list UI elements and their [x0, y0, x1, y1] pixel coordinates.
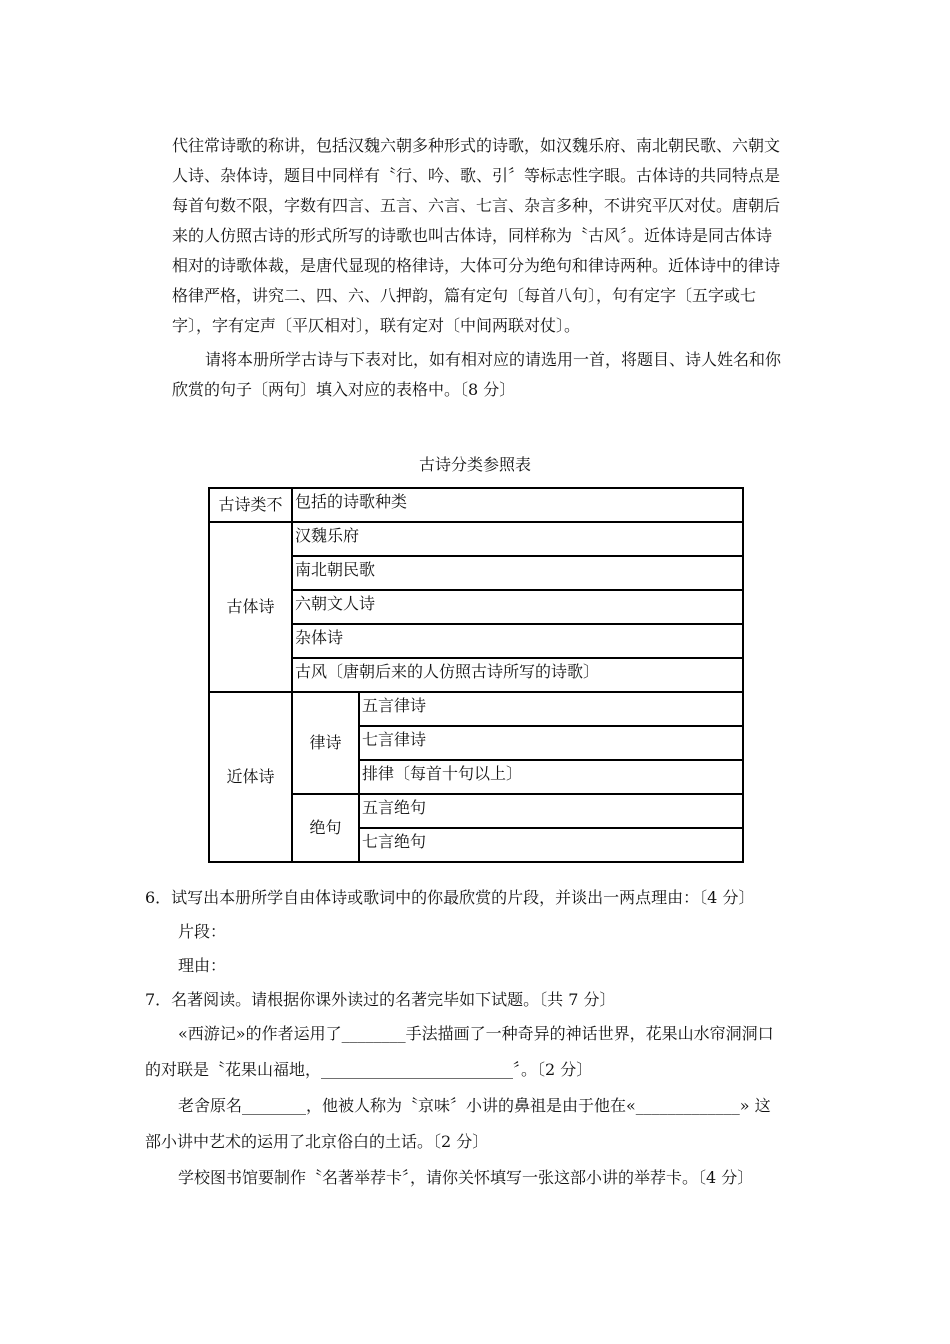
- ancient-item: 杂体诗: [292, 624, 743, 658]
- jueju-item: 五言绝句: [359, 794, 743, 828]
- ancient-item: 汉魏乐府: [292, 522, 743, 556]
- intro-line-1: 代往常诗歌的称讲，包括汉魏六朝多种形式的诗歌，如汉魏乐府、南北朝民歌、六朝文: [172, 136, 781, 155]
- jueju-label: 绝句: [292, 794, 359, 862]
- lvshi-label: 律诗: [292, 692, 359, 794]
- header-category: 古诗类不: [209, 488, 292, 522]
- table-row: [209, 692, 743, 726]
- ancient-item: 六朝文人诗: [292, 590, 743, 624]
- q6-text: 6．试写出本册所学自由体诗或歌词中的你最欣赏的片段，并谈出一两点理由：〔4 分〕: [145, 888, 755, 907]
- q7-line-4: 部小讲中艺术的运用了北京俗白的土话。〔2 分〕: [145, 1132, 489, 1151]
- table-row: [209, 522, 743, 556]
- intro-line-7: 字〕，字有定声〔平仄相对〕，联有定对〔中间两联对仗〕。: [172, 316, 581, 335]
- table-header-row: [209, 488, 743, 522]
- intro-line-3: 每首句数不限，字数有四言、五言、六言、七言、杂言多种，不讲究平仄对仗。唐朝后: [172, 196, 781, 215]
- modern-poetry-label: 近体诗: [209, 692, 292, 862]
- ancient-poetry-label: 古体诗: [209, 522, 292, 692]
- lvshi-item: 七言律诗: [359, 726, 743, 760]
- lvshi-item: 五言律诗: [359, 692, 743, 726]
- q7-line-5: 学校图书馆要制作〝名著举荐卡〞，请你关怀填写一张这部小讲的举荐卡。〔4 分〕: [178, 1168, 754, 1187]
- q7-line-3: 老舍原名________，他被人称为〝京味〞小讲的鼻祖是由于他在«_____________» 这: [178, 1096, 771, 1115]
- q7-line-1: «西游记»的作者运用了________手法描画了一种奇异的神话世界，花果山水帘洞洞口: [178, 1024, 774, 1043]
- q6-reason-label: 理由：: [178, 956, 227, 975]
- task-line-2: 欣赏的句子〔两句〕填入对应的表格中。〔8 分〕: [172, 380, 516, 399]
- ancient-item: 古风〔唐朝后来的人仿照古诗所写的诗歌〕: [292, 658, 743, 692]
- intro-line-4: 来的人仿照古诗的形式所写的诗歌也叫古体诗，同样称为〝古风〞。近体诗是同古体诗: [172, 226, 773, 245]
- task-line-1: 请将本册所学古诗与下表对比，如有相对应的请选用一首，将题目、诗人姓名和你: [205, 350, 782, 369]
- intro-line-6: 格律严格，讲究二、四、六、八押韵，篇有定句〔每首八句〕，句有定字〔五字或七: [172, 286, 757, 305]
- intro-line-5: 相对的诗歌体裁，是唐代显现的格律诗，大体可分为绝句和律诗两种。近体诗中的律诗: [172, 256, 781, 275]
- q7-text: 7．名著阅读。请根据你课外读过的名著完毕如下试题。〔共 7 分〕: [145, 990, 616, 1009]
- poetry-classification-table: [208, 487, 744, 863]
- jueju-item: 七言绝句: [359, 828, 743, 862]
- intro-line-2: 人诗、杂体诗，题目中同样有〝行、吟、歌、引〞等标志性字眼。古体诗的共同特点是: [172, 166, 781, 185]
- table-caption: 古诗分类参照表: [418, 455, 531, 474]
- q7-line-2: 的对联是〝花果山福地，________________________〞。〔2 分〕: [145, 1060, 593, 1079]
- header-types: 包括的诗歌种类: [292, 488, 743, 522]
- q6-fragment-label: 片段：: [178, 922, 227, 941]
- ancient-item: 南北朝民歌: [292, 556, 743, 590]
- lvshi-item: 排律〔每首十句以上〕: [359, 760, 743, 794]
